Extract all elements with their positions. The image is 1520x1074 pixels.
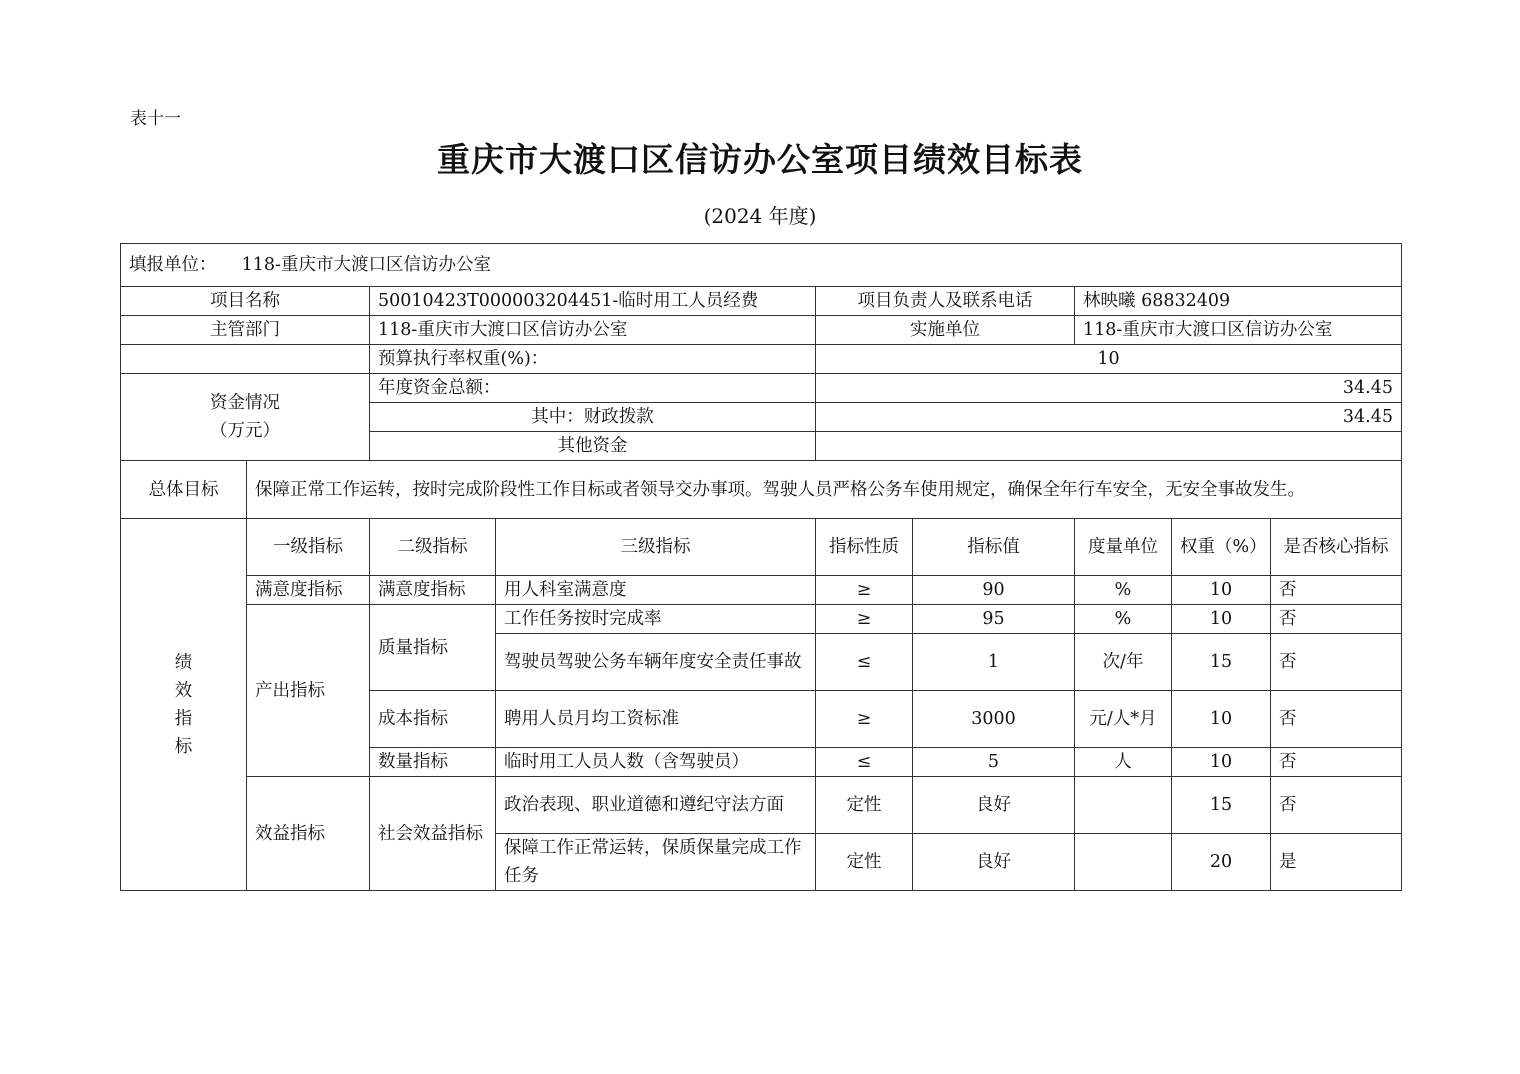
fill-unit-cell bbox=[121, 244, 1402, 287]
level2-quantity: 数量指标 bbox=[370, 748, 496, 777]
table-row bbox=[121, 576, 1402, 605]
leader-value: 林映曦 68832409 bbox=[1075, 287, 1402, 316]
indicator-value: 5 bbox=[913, 748, 1075, 777]
header-core: 是否核心指标 bbox=[1271, 519, 1402, 576]
indicator-weight: 10 bbox=[1172, 605, 1271, 634]
indicator-weight: 15 bbox=[1172, 777, 1271, 834]
indicator-nature: 定性 bbox=[816, 834, 913, 891]
indicator-unit: 次/年 bbox=[1075, 634, 1172, 691]
indicator-nature: 定性 bbox=[816, 777, 913, 834]
header-nature: 指标性质 bbox=[816, 519, 913, 576]
indicator-value: 良好 bbox=[913, 777, 1075, 834]
indicator-unit: % bbox=[1075, 576, 1172, 605]
indicator-nature: ≤ bbox=[816, 634, 913, 691]
level2-satisfaction: 满意度指标 bbox=[370, 576, 496, 605]
budget-weight-row bbox=[121, 345, 1402, 374]
dept-value: 118-重庆市大渡口区信访办公室 bbox=[370, 316, 816, 345]
section-char: 效 bbox=[174, 680, 193, 701]
funds-fiscal-label: 其中：财政拨款 bbox=[370, 403, 816, 432]
funds-fiscal-value: 34.45 bbox=[816, 403, 1402, 432]
indicator-name: 驾驶员驾驶公务车辆年度安全责任事故 bbox=[496, 634, 816, 691]
indicator-core: 否 bbox=[1271, 777, 1402, 834]
funds-label-line1: 资金情况 bbox=[210, 393, 280, 413]
indicator-weight: 10 bbox=[1172, 576, 1271, 605]
level1-satisfaction: 满意度指标 bbox=[247, 576, 370, 605]
indicator-nature: ≥ bbox=[816, 576, 913, 605]
table-row bbox=[121, 605, 1402, 634]
section-char: 指 bbox=[174, 708, 193, 729]
indicator-value: 良好 bbox=[913, 834, 1075, 891]
indicator-name: 政治表现、职业道德和遵纪守法方面 bbox=[496, 777, 816, 834]
impl-value: 118-重庆市大渡口区信访办公室 bbox=[1075, 316, 1402, 345]
section-char: 绩 bbox=[174, 652, 193, 673]
performance-target-table bbox=[120, 243, 1402, 891]
overall-goal-text: 保障正常工作运转，按时完成阶段性工作目标或者领导交办事项。驾驶人员严格公务车使用规定，确保全年行车安全，无安全事故发生。 bbox=[247, 461, 1402, 519]
funds-total-value: 34.45 bbox=[816, 374, 1402, 403]
indicator-value: 3000 bbox=[913, 691, 1075, 748]
funds-other-label: 其他资金 bbox=[370, 432, 816, 461]
level1-benefit: 效益指标 bbox=[247, 777, 370, 891]
indicator-core: 否 bbox=[1271, 748, 1402, 777]
leader-label: 项目负责人及联系电话 bbox=[816, 287, 1075, 316]
impl-label: 实施单位 bbox=[816, 316, 1075, 345]
dept-row bbox=[121, 316, 1402, 345]
indicator-header-row bbox=[121, 519, 1402, 576]
header-value: 指标值 bbox=[913, 519, 1075, 576]
funds-total-label: 年度资金总额： bbox=[370, 374, 816, 403]
indicator-core: 否 bbox=[1271, 634, 1402, 691]
project-name-row bbox=[121, 287, 1402, 316]
indicator-core: 否 bbox=[1271, 576, 1402, 605]
indicator-weight: 15 bbox=[1172, 634, 1271, 691]
indicator-nature: ≤ bbox=[816, 748, 913, 777]
header-unit: 度量单位 bbox=[1075, 519, 1172, 576]
indicator-name: 工作任务按时完成率 bbox=[496, 605, 816, 634]
level2-cost: 成本指标 bbox=[370, 691, 496, 748]
project-name-value: 50010423T000003204451-临时用工人员经费 bbox=[370, 287, 816, 316]
indicator-weight: 20 bbox=[1172, 834, 1271, 891]
indicator-value: 95 bbox=[913, 605, 1075, 634]
indicator-value: 1 bbox=[913, 634, 1075, 691]
level2-quality: 质量指标 bbox=[370, 605, 496, 691]
level2-social: 社会效益指标 bbox=[370, 777, 496, 891]
page-title: 重庆市大渡口区信访办公室项目绩效目标表 bbox=[437, 140, 1083, 179]
indicator-nature: ≥ bbox=[816, 691, 913, 748]
project-name-label: 项目名称 bbox=[121, 287, 370, 316]
table-row bbox=[121, 777, 1402, 834]
budget-weight-value: 10 bbox=[816, 345, 1402, 374]
fill-unit-value: 118-重庆市大渡口区信访办公室 bbox=[241, 255, 491, 275]
funds-label-line2: （万元） bbox=[210, 421, 280, 441]
page-subtitle: (2024 年度) bbox=[703, 204, 817, 228]
fill-unit-label: 填报单位： bbox=[129, 255, 217, 275]
funds-other-value bbox=[816, 432, 1402, 461]
indicator-weight: 10 bbox=[1172, 691, 1271, 748]
section-char: 标 bbox=[174, 736, 193, 757]
level1-output: 产出指标 bbox=[247, 605, 370, 777]
indicator-unit: 元/人*月 bbox=[1075, 691, 1172, 748]
indicator-name: 聘用人员月均工资标准 bbox=[496, 691, 816, 748]
header-level3: 三级指标 bbox=[496, 519, 816, 576]
indicator-name: 用人科室满意度 bbox=[496, 576, 816, 605]
indicator-core: 否 bbox=[1271, 691, 1402, 748]
fill-unit-row bbox=[121, 244, 1402, 287]
indicator-unit: % bbox=[1075, 605, 1172, 634]
indicator-name: 保障工作正常运转，保质保量完成工作任务 bbox=[496, 834, 816, 891]
header-level1: 一级指标 bbox=[247, 519, 370, 576]
funds-label bbox=[121, 374, 370, 461]
indicator-value: 90 bbox=[913, 576, 1075, 605]
indicator-unit bbox=[1075, 777, 1172, 834]
indicator-name: 临时用工人员人数（含驾驶员） bbox=[496, 748, 816, 777]
overall-goal-label: 总体目标 bbox=[121, 461, 247, 519]
overall-goal-row bbox=[121, 461, 1402, 519]
indicator-unit bbox=[1075, 834, 1172, 891]
indicator-unit: 人 bbox=[1075, 748, 1172, 777]
header-level2: 二级指标 bbox=[370, 519, 496, 576]
header-weight: 权重（%） bbox=[1172, 519, 1271, 576]
budget-weight-label: 预算执行率权重(%)： bbox=[370, 345, 816, 374]
table-number: 表十一 bbox=[130, 109, 181, 129]
performance-indicator-section-label bbox=[121, 519, 247, 891]
indicator-nature: ≥ bbox=[816, 605, 913, 634]
funds-total-row bbox=[121, 374, 1402, 403]
indicator-weight: 10 bbox=[1172, 748, 1271, 777]
budget-weight-blank bbox=[121, 345, 370, 374]
dept-label: 主管部门 bbox=[121, 316, 370, 345]
indicator-core: 否 bbox=[1271, 605, 1402, 634]
indicator-core: 是 bbox=[1271, 834, 1402, 891]
